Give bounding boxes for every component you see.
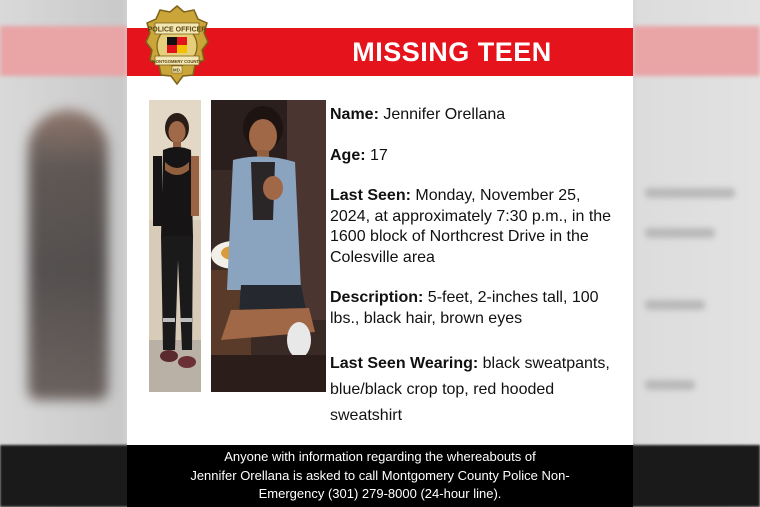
name-line: [330, 105, 622, 126]
badge-top-text: POLICE OFFICER: [147, 26, 207, 34]
last-seen-label: Last Seen:: [330, 187, 411, 204]
missing-person-poster: [127, 0, 633, 507]
police-badge-icon: [144, 4, 210, 92]
blurred-banner-right: [633, 26, 760, 76]
poster-title: MISSING TEEN: [352, 37, 552, 67]
blurred-text: [645, 300, 705, 310]
wearing-line: [330, 351, 622, 429]
blurred-text: [645, 228, 715, 238]
footer-line-2: Jennifer Orellana is asked to call Montgomery County Police Non-: [190, 467, 570, 483]
photo-full-body: [149, 100, 201, 392]
last-seen-value: Monday, November 25, 2024, at approximately 7:30 p.m., in the 1600 block of Northcrest Drive in the Colesville area: [330, 187, 612, 266]
blurred-text: [645, 380, 695, 390]
wearing-value: black sweatpants, blue/black crop top, red hooded sweatshirt: [330, 355, 610, 424]
footer-line-3: Emergency (301) 279-8000 (24-hour line).: [258, 486, 502, 501]
description-value: 5-feet, 2-inches tall, 100 lbs., black hair, brown eyes: [330, 289, 599, 327]
age-value: 17: [370, 147, 388, 164]
blurred-text: [645, 188, 735, 198]
blurred-banner-left: [0, 26, 127, 76]
blurred-photo-left: [28, 110, 108, 400]
photo-seated: [211, 100, 326, 392]
name-label: Name:: [330, 106, 379, 123]
age-line: [330, 146, 622, 167]
description-line: [330, 288, 622, 329]
contact-footer: [127, 445, 633, 507]
footer-line-1: Anyone with information regarding the whereabouts of: [224, 449, 536, 464]
badge-small-text: MD.: [172, 67, 182, 73]
age-label: Age:: [330, 147, 366, 164]
badge-bottom-text: MONTGOMERY COUNTY: [152, 59, 202, 64]
wearing-label: Last Seen Wearing:: [330, 355, 479, 372]
name-value: Jennifer Orellana: [383, 106, 506, 123]
description-label: Description:: [330, 289, 424, 306]
last-seen-line: [330, 186, 622, 268]
